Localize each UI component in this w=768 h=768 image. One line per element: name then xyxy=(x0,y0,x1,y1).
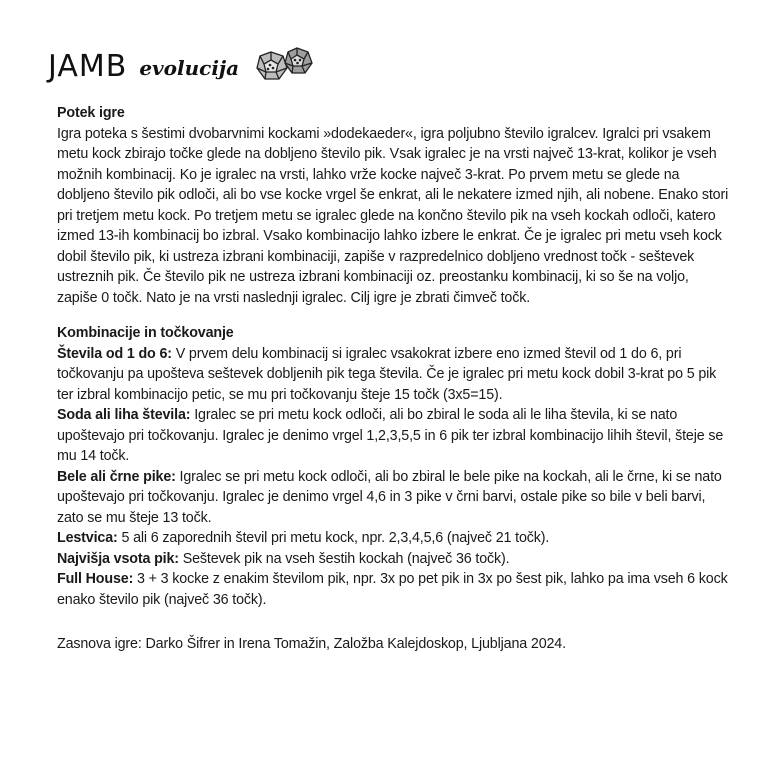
rules-content xyxy=(57,103,729,655)
combination-item xyxy=(57,528,729,549)
combination-label: Soda ali liha števila: xyxy=(57,407,191,423)
combination-item xyxy=(57,549,729,570)
logo-subtitle: evolucija xyxy=(139,56,240,80)
section-title-gameplay: Potek igre xyxy=(57,105,125,121)
combination-text: Igralec se pri metu kock odloči, ali bo zbiral le bele pike na kockah, ali le črne, ki se nato upoštevajo pri točkovanju. Igralec je denimo vrgel 4,6 in 3 pike v črni barvi, ostale pike so bile v beli barvi, zato se mu šteje 13 točk. xyxy=(57,468,722,526)
combination-text: Igralec se pri metu kock odloči, ali bo zbiral le soda ali le liha števila, ki se nato upoštevajo pri točkovanju. Igralec je denimo vrgel 1,2,3,5,5 in 6 pik ter izbral kombinacijo lihih števil, šteje se mu 14 točk. xyxy=(57,407,724,464)
combination-item xyxy=(57,344,729,406)
combination-text: 5 ali 6 zaporednih števil pri metu kock, npr. 2,3,4,5,6 (največ 21 točk). xyxy=(117,530,550,546)
combination-label: Bele ali črne pike: xyxy=(57,468,176,485)
gameplay-text: Igra poteka s šestimi dvobarvnimi kockami »dodekaeder«, igra poljubno število igralcev. Igralci pri vsakem metu kock zbirajo točke glede na dobljeno število pik. Vsak igralec je na vrsti največ 13-krat, kolikor je vseh možnih kombinacij. Ko je igralec na vrsti, lahko vrže kocke največ 3-krat. Po prvem metu se glede na dobljeno število pik odloči, ali bo vse kocke vrgel še enkrat, ali le nekatere izmed njih, ali nobene. Enako stori pri tretjem metu kock. Po tretjem metu se igralec glede na končno število pik na vseh kockah odloči, katero izmed 13-ih kombinacij bo izbral. Vsako kombinacijo lahko izbere le enkrat. Če je igralec pri metu vseh kock dobil število pik, ki ustreza izbrani kombinaciji, zapiše v razpredelnico dobljeno vrednost točk - seštevek ustreznih pik. Če število pik ne ustreza izbrani kombinaciji oz. preostanku kombinacij, ki so še na voljo, zapiše 0 točk. Nato je na vrsti naslednji igralec. Cilj igre je zbrati čimveč točk. xyxy=(57,125,729,306)
combination-text: 3 + 3 kocke z enakim številom pik, npr. 3x po pet pik in 3x po šest pik, lahko pa ima vseh 6 kock enako število pik (največ 36 točk). xyxy=(57,571,728,608)
combination-item xyxy=(57,467,729,529)
combination-label: Najvišja vsota pik: xyxy=(57,550,179,567)
combination-text: V prvem delu kombinacij si igralec vsakokrat izbere eno izmed števil od 1 do 6, pri točkovanju pa upošteva seštevek dobljenih pik tega števila. Če je igralec pri metu kock dobil 3-krat po 5 pik ter izbral kombinacijo petic, se mu pri točkovanju šteje 15 točk (3x5=15). xyxy=(57,345,717,403)
credits-text: Zasnova igre: Darko Šifrer in Irena Tomažin, Založba Kalejdoskop, Ljubljana 2024. xyxy=(57,636,566,652)
section-title-combinations: Kombinacije in točkovanje xyxy=(57,325,234,341)
combination-item xyxy=(57,405,729,467)
combination-item xyxy=(57,569,729,610)
page-header xyxy=(48,40,315,92)
combination-label: Full House: xyxy=(57,571,134,587)
dodecahedron-dice-icon xyxy=(253,46,315,86)
combination-text: Seštevek pik na vseh šestih kockah (največ 36 točk). xyxy=(178,550,510,567)
logo-title: JAMB xyxy=(48,48,128,84)
combination-label: Lestvica: xyxy=(57,530,118,546)
combination-label: Števila od 1 do 6: xyxy=(57,345,172,362)
